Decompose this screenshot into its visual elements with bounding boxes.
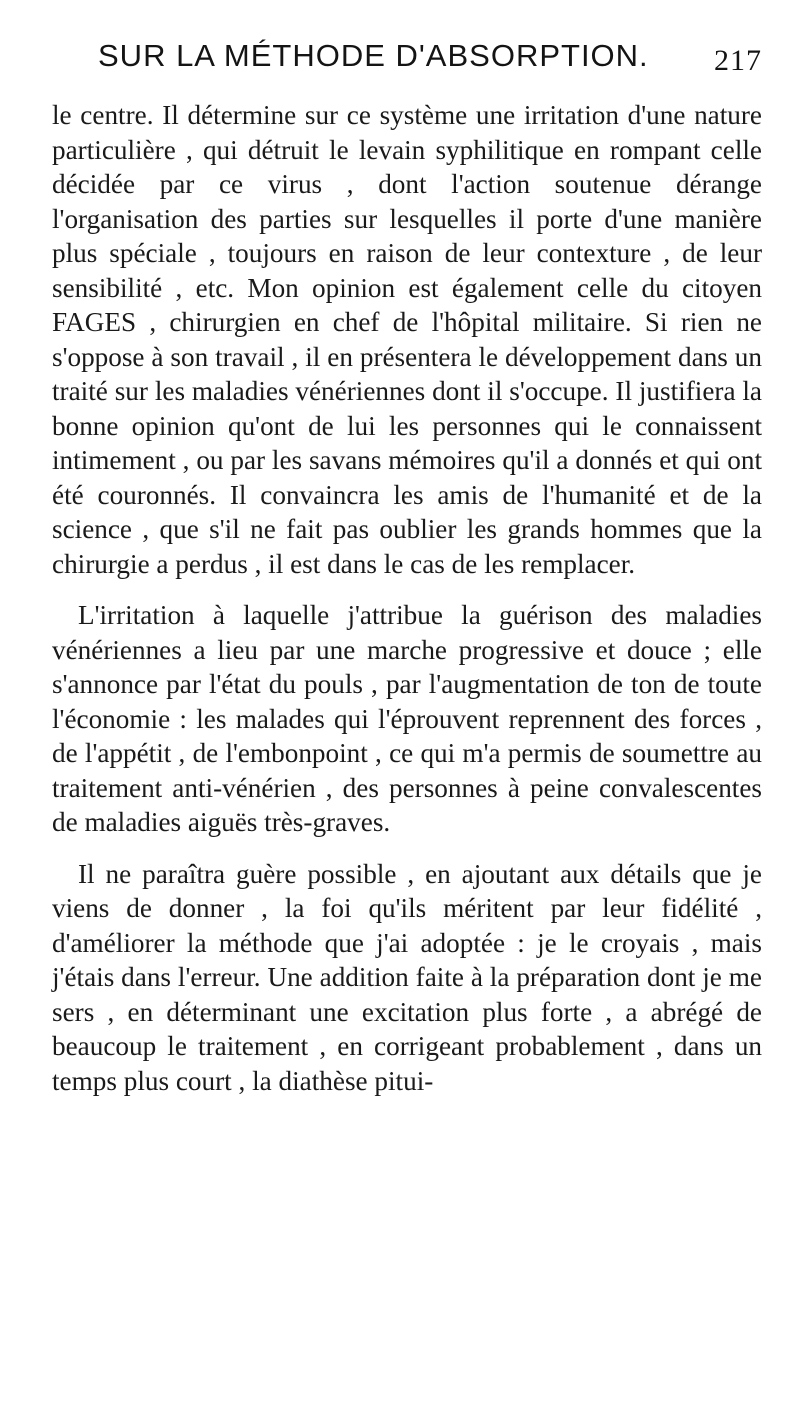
paragraph-3: Il ne paraîtra guère possible , en ajoutant aux détails que je viens de donner , la foi qu'ils méritent par leur fidélité , d'améliorer la méthode que j'ai adoptée : je le croyais , mais j'étais dans l'erreur. Une addition faite à la préparation dont je me sers , en déterminant une excitation plus forte , a abrégé de beaucoup le traitement , en corrigeant probablement , dans un temps plus court , la diathèse pitui- — [52, 858, 762, 1096]
running-head — [52, 38, 762, 98]
paragraph-2: L'irritation à laquelle j'attribue la guérison des maladies vénériennes a lieu par une marche progressive et douce ; elle s'annonce par l'état du pouls , par l'augmentation de ton de toute l'économie : les malades qui l'éprouvent reprennent des forces , de l'appétit , de l'embonpoint , ce qui m'a permis de soumettre au traitement anti-vénérien , des personnes à peine convalescentes de maladies aiguës très-graves. — [52, 600, 762, 837]
book-page — [52, 38, 762, 1098]
page-number: 217 — [714, 44, 762, 77]
body-text — [52, 98, 762, 1098]
running-head-title: SUR LA MÉTHODE D'ABSORPTION. — [98, 38, 649, 73]
paragraph-1: le centre. Il détermine sur ce système une irritation d'une nature particulière , qui détruit le levain syphilitique en rompant celle décidée par ce virus , dont l'action soutenue dérange l'organisation des parties sur lesquelles il porte d'une manière plus spéciale , toujours en raison de leur contexture , de leur sensibilité , etc. Mon opinion est également celle du citoyen FAGES , chirurgien en chef de l'hôpital militaire. Si rien ne s'oppose à son travail , il en présentera le développement dans un traité sur les maladies vénériennes dont il s'occupe. Il justifiera la bonne opinion qu'ont de lui les personnes qui le connaissent intimement , ou par les savans mémoires qu'il a donnés et qui ont été couronnés. Il convaincra les amis de l'humanité et de la science , que s'il ne fait pas oublier les grands hommes que la chirurgie a perdus , il est dans le cas de les remplacer. — [52, 100, 762, 579]
